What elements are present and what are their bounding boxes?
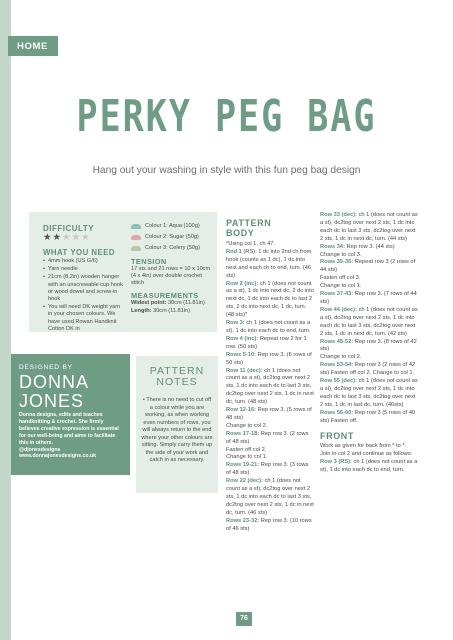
row-text: Rep row 3. (3 rows of 48 sts) <box>226 462 309 477</box>
instruction-line <box>226 431 314 447</box>
row-text: ch 1 (does not count as a st), dc2tog over next 2 sts, 1 dc into each dc to last 3 sts, dc2tog over next 2 sts, 1 dc in next dc, turn. (48 sts) <box>226 367 314 406</box>
instruction-line <box>226 320 314 336</box>
designed-by-label: DESIGNED BY <box>19 364 73 371</box>
instruction-line <box>320 283 418 291</box>
list-item: • 4mm hook (US G/6) <box>43 258 125 265</box>
row-label: Row 33 (dec): <box>320 212 357 218</box>
row-text: ch 1 (does not count as a st), 1 dc into next dc, 2 dc into next dc, 1 dc into each dc to last 2 sts, 2 dc into next dc, 1 dc, turn. (48 sts)* <box>226 280 314 319</box>
what-you-need-heading: WHAT YOU NEED <box>43 248 116 257</box>
row-text: Change to col 1. <box>320 283 362 290</box>
widest-value: 30cm (11.81in) <box>167 300 205 306</box>
instruction-line <box>226 281 314 321</box>
page-number: 76 <box>236 612 252 626</box>
what-you-need-list <box>43 258 125 334</box>
instruction-line <box>320 339 418 355</box>
row-text: Repeat row 3 (2 rows of 44 sts) <box>320 259 416 274</box>
row-text: Rep row 3. (10 rows of 46 sts) <box>226 517 312 532</box>
pattern-body-heading-line2: BODY <box>226 228 255 238</box>
instruction-line <box>320 252 418 260</box>
front-heading: FRONT <box>320 431 354 442</box>
colour-1-row <box>131 223 200 229</box>
list-item: • Yarn needle <box>43 266 125 273</box>
colour-2-label: Colour 2: Sugar (50g) <box>145 234 199 240</box>
length-label: Length: <box>131 308 152 314</box>
list-item: • 21cm (8.2in) wooden hanger with an unscrewable cup hook or wood dowel and screw-in hook <box>43 274 125 303</box>
row-text: Rep row 3. (8 rows of 42 sts) <box>320 338 417 353</box>
instruction-line <box>320 410 418 426</box>
colour-3-row <box>131 245 200 251</box>
designer-bio <box>19 412 125 460</box>
designer-website-link[interactable]: www.donnajonesdesigns.co.uk <box>19 453 97 460</box>
row-label: Rows 34: <box>320 243 345 250</box>
measurement-length <box>131 308 215 315</box>
row-label: Rows 56-60: <box>320 409 354 416</box>
row-text: Rep row 3. (44 sts) <box>344 243 395 250</box>
instruction-line <box>226 241 314 249</box>
row-text: Rep row 3. (2 rows of 48 sts) <box>226 430 309 445</box>
row-label: Row 12-16: <box>226 407 257 414</box>
measurement-widest <box>131 300 215 307</box>
instruction-line <box>226 336 314 352</box>
pattern-column-1 <box>226 218 314 534</box>
instruction-line <box>226 249 314 281</box>
designer-name <box>19 373 129 411</box>
instruction-line <box>320 275 418 283</box>
instruction-line <box>320 459 418 475</box>
instruction-line <box>320 362 418 378</box>
instruction-line <box>226 454 314 462</box>
row-text: Change to col 2. <box>320 354 362 361</box>
row-text: ch 1 (does not count as a st), dc2tog over next 2 sts, 1 dc into each dc to last 3 sts, dc2tog over next 2 sts, 1 dc in next dc, turn. (46 sts) <box>226 478 314 516</box>
front-para-2: Join in col 2 and continue as follows: <box>320 451 413 458</box>
instruction-line <box>226 478 314 518</box>
instruction-line <box>226 423 314 431</box>
page-subtitle: Hang out your washing in style with this fun peg bag design <box>92 165 361 176</box>
pattern-notes-text: • There is no need to cut off a colour while you are working, as when working even numbers of rows, you will always return to the end where your other colours are sitting. Simply carry them up the side of your work and catch in as necessary. <box>141 397 213 463</box>
row-text: Change to col 1. <box>226 454 268 461</box>
row-label: Row 55 (dec): <box>320 378 357 385</box>
instruction-line <box>226 518 314 534</box>
pattern-notes-heading <box>136 366 218 388</box>
length-value: 30cm (11.81in) <box>153 308 190 314</box>
section-tab-home[interactable]: HOME <box>8 36 58 56</box>
row-label: Rnd 1 <box>226 248 242 255</box>
instruction-line <box>320 212 418 244</box>
row-label: Row 4 (inc): <box>226 335 259 342</box>
row-text: ch 1 (does not count as a st), dc2tog over next 2 sts, 1 dc into each dc to last 3 sts, dc2tog over next 2 sts, 1 dc in next dc, turn. (42 sts) <box>320 306 418 337</box>
row-text: Change to col 2. <box>226 422 268 429</box>
row-text: Change to col 3. <box>320 251 362 258</box>
row-label: Rows 19-21: <box>226 462 260 469</box>
list-item: • You will need DK weight yarn in your chosen colours. We have used Rowan Handknit Cotton DK in <box>43 304 125 333</box>
yarn-ball-icon <box>131 235 141 240</box>
row-label: Row 3 (RS): <box>320 459 352 466</box>
row-label: Row 22 (dec): <box>226 478 263 485</box>
row-text: Rep row 3 (2 rows of 42 sts) Fasten off col 2. Change to col 1. <box>320 362 416 377</box>
yarn-ball-icon <box>131 246 141 251</box>
instruction-line <box>320 354 418 362</box>
instruction-line <box>320 259 418 275</box>
designer-handle[interactable]: @djonesdesigns <box>19 446 61 453</box>
row-text: Rep row 3. (5 rows of 48 sts) <box>226 407 312 421</box>
row-label: Row 2 (inc): <box>226 280 259 287</box>
row-text: Repeat row 2 for 1 row. (50 sts) <box>226 335 307 350</box>
instruction-line <box>320 291 418 307</box>
row-text: *Using col 1, ch 47. <box>226 241 276 247</box>
colour-1-label: Colour 1: Aqua (100g) <box>145 223 200 229</box>
designer-name-line1: DONNA <box>19 372 90 392</box>
filled-stars: ★★ <box>43 232 63 243</box>
row-label: Rows 17-18: <box>226 430 260 437</box>
row-text: ch 1 (does not count as a st), 1 dc into each dc to end, turn. <box>226 320 311 334</box>
tension-text: 17 sts and 21 rows = 10 x 10cm (4 x 4in) over double crochet stitch <box>131 266 211 287</box>
row-label: Rows 23-32: <box>226 517 260 524</box>
instruction-line <box>226 407 314 423</box>
instruction-line <box>226 447 314 455</box>
difficulty-rating <box>43 232 91 243</box>
pattern-column-2 <box>320 212 418 475</box>
row-text: Rep row 3 (5 rows of 40 sts) Fasten off. <box>320 409 416 424</box>
instruction-line <box>226 462 314 478</box>
row-label: Rows 5-10: <box>226 351 257 358</box>
row-label: Rows 37-43: <box>320 291 354 298</box>
measurements-heading: MEASUREMENTS <box>131 291 199 300</box>
row-text: ch 1 (does not count as a st), dc2tog over next 2 sts, 1 dc into each dc to last 3 sts, dc2tog over next 2 sts, 1 dc in last dc, turn. (40sts) <box>320 378 418 408</box>
instruction-line <box>320 378 418 410</box>
designer-bio-text: Donna designs, edits and teaches handknitting & crochet. She firmly believes creative expression is essential for our well-being and aims to facilitate this in others. <box>19 412 119 446</box>
instruction-line <box>226 368 314 408</box>
colour-2-row <box>131 234 199 240</box>
pattern-notes-heading-line2: NOTES <box>156 376 198 388</box>
row-label: Row 3: <box>226 320 245 327</box>
tension-heading: TENSION <box>131 257 167 266</box>
difficulty-heading: DIFFICULTY <box>43 224 95 233</box>
row-label: Rows 45-52: <box>320 338 354 345</box>
row-label: Row 11 (dec): <box>226 367 263 374</box>
pattern-notes-heading-line1: PATTERN <box>149 365 205 377</box>
yarn-ball-icon <box>131 224 141 229</box>
row-text: (RS): 1 dc into 2nd ch from hook (counts as 1 dc), 1 dc into next and each ch to end, turn. (46 sts) <box>226 248 312 279</box>
instruction-line <box>320 244 418 252</box>
colour-3-label: Colour 3: Celery (50g) <box>145 245 201 251</box>
instruction-line <box>226 352 314 368</box>
pattern-body-heading-line1: PATTERN <box>226 218 272 228</box>
row-text: Fasten off col 3. <box>320 275 361 282</box>
row-text: Rep row 3. (7 rows of 44 sts) <box>320 291 417 305</box>
row-text: Fasten off col 2. <box>226 446 267 453</box>
row-label: Row 44 (dec): <box>320 306 357 313</box>
row-label: Rows 35-36: <box>320 259 354 266</box>
page-title: PERKY PEG BAG <box>76 92 377 142</box>
row-text: ch 1 (does not count as a st), 1 dc into each dc to end, turn. <box>320 459 418 474</box>
row-text: Rep row 3. (6 rows of 50 sts) <box>226 351 312 366</box>
front-para-1: Work as given for back from * to *. <box>320 443 407 450</box>
empty-stars: ★★★ <box>62 232 91 243</box>
instruction-line <box>320 307 418 339</box>
designer-name-line2: JONES <box>19 391 85 411</box>
row-text: ch 1 (does not count as a st), dc2tog over next 2 sts, 1 dc into each dc to last 3 sts, dc2tog over next 2 sts, 1 dc in next dc, turn. (44 sts) <box>320 212 418 242</box>
widest-label: Widest point: <box>131 300 167 306</box>
row-label: Rows 53-54: <box>320 362 354 369</box>
